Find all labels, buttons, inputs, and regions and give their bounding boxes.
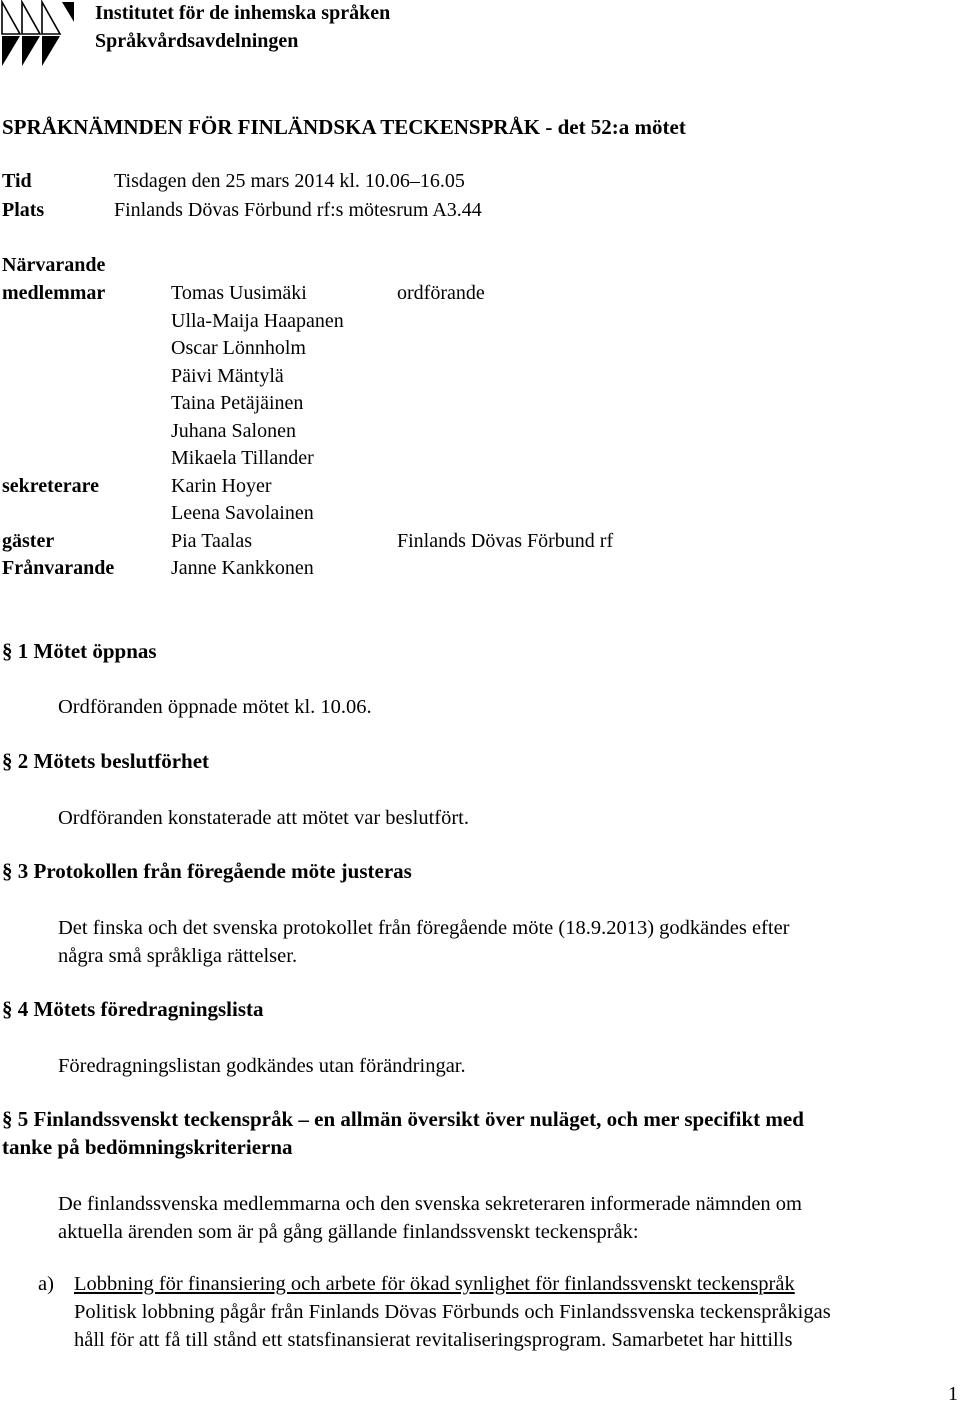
institute-triangles-logo: [0, 0, 76, 68]
section-heading: § 1 Mötet öppnas: [2, 639, 157, 663]
member-role: ordförande: [397, 282, 485, 304]
org-line-1: Institutet för de inhemska språken: [95, 2, 391, 24]
time-label: Tid: [2, 170, 32, 192]
members-label: medlemmar: [2, 282, 106, 304]
time-value: Tisdagen den 25 mars 2014 kl. 10.06–16.05: [114, 170, 465, 192]
absent-name: Janne Kankkonen: [171, 557, 314, 579]
document-title: SPRÅKNÄMNDEN FÖR FINLÄNDSKA TECKENSPRÅK - det 52:a mötet: [2, 115, 686, 139]
member-name: Oscar Lönnholm: [171, 337, 306, 359]
member-name: Mikaela Tillander: [171, 447, 314, 469]
place-label: Plats: [2, 199, 45, 221]
present-label: Närvarande: [2, 254, 106, 276]
member-name: Juhana Salonen: [171, 420, 296, 442]
section-body-line: De finlandssvenska medlemmarna och den svenska sekreteraren informerade nämnden om: [58, 1193, 802, 1215]
secretaries-label: sekreterare: [2, 475, 99, 497]
section-heading-line: tanke på bedömningskriterierna: [2, 1135, 293, 1159]
page-number: 1: [948, 1383, 958, 1405]
section-body: Ordföranden konstaterade att mötet var beslutfört.: [58, 807, 469, 829]
guest-organization: Finlands Dövas Förbund rf: [397, 530, 614, 552]
section-body-line: Det finska och det svenska protokollet från föregående möte (18.9.2013) godkändes efter: [58, 917, 790, 939]
guests-label: gäster: [2, 530, 55, 552]
list-item-title: [74, 1273, 795, 1296]
list-item-title-text: Lobbning för finansiering och arbete för ökad synlighet för finlandssvenskt teckenspråk: [74, 1273, 795, 1295]
section-body-line: några små språkliga rättelser.: [58, 945, 298, 967]
section-heading: § 3 Protokollen från föregående möte justeras: [2, 859, 412, 883]
list-item-line: håll för att få till stånd ett statsfinansierat revitaliseringsprogram. Samarbetet har hittills: [74, 1329, 793, 1351]
guest-name: Pia Taalas: [171, 530, 252, 552]
member-name: Ulla-Maija Haapanen: [171, 310, 344, 332]
section-heading: § 2 Mötets beslutförhet: [2, 749, 210, 773]
section-heading-line: § 5 Finlandssvenskt teckenspråk – en allmän översikt över nuläget, och mer specifikt med: [2, 1107, 804, 1131]
section-body: Föredragningslistan godkändes utan förändringar.: [58, 1055, 466, 1077]
place-value: Finlands Dövas Förbund rf:s mötesrum A3.44: [114, 199, 482, 221]
org-line-2: Språkvårdsavdelningen: [95, 30, 299, 52]
absent-label: Frånvarande: [2, 557, 115, 579]
member-name: Päivi Mäntylä: [171, 365, 284, 387]
secretary-name: Karin Hoyer: [171, 475, 272, 497]
member-name: Taina Petäjäinen: [171, 392, 304, 414]
member-name: Tomas Uusimäki: [171, 282, 307, 304]
list-marker: a): [38, 1273, 54, 1295]
list-item-line: Politisk lobbning pågår från Finlands Dövas Förbunds och Finlandssvenska teckenspråkigas: [74, 1301, 831, 1323]
secretary-name: Leena Savolainen: [171, 502, 314, 524]
section-body: Ordföranden öppnade mötet kl. 10.06.: [58, 696, 372, 718]
section-body-line: aktuella ärenden som är på gång gällande finlandssvenskt teckenspråk:: [58, 1221, 639, 1243]
section-heading: § 4 Mötets föredragningslista: [2, 997, 264, 1021]
